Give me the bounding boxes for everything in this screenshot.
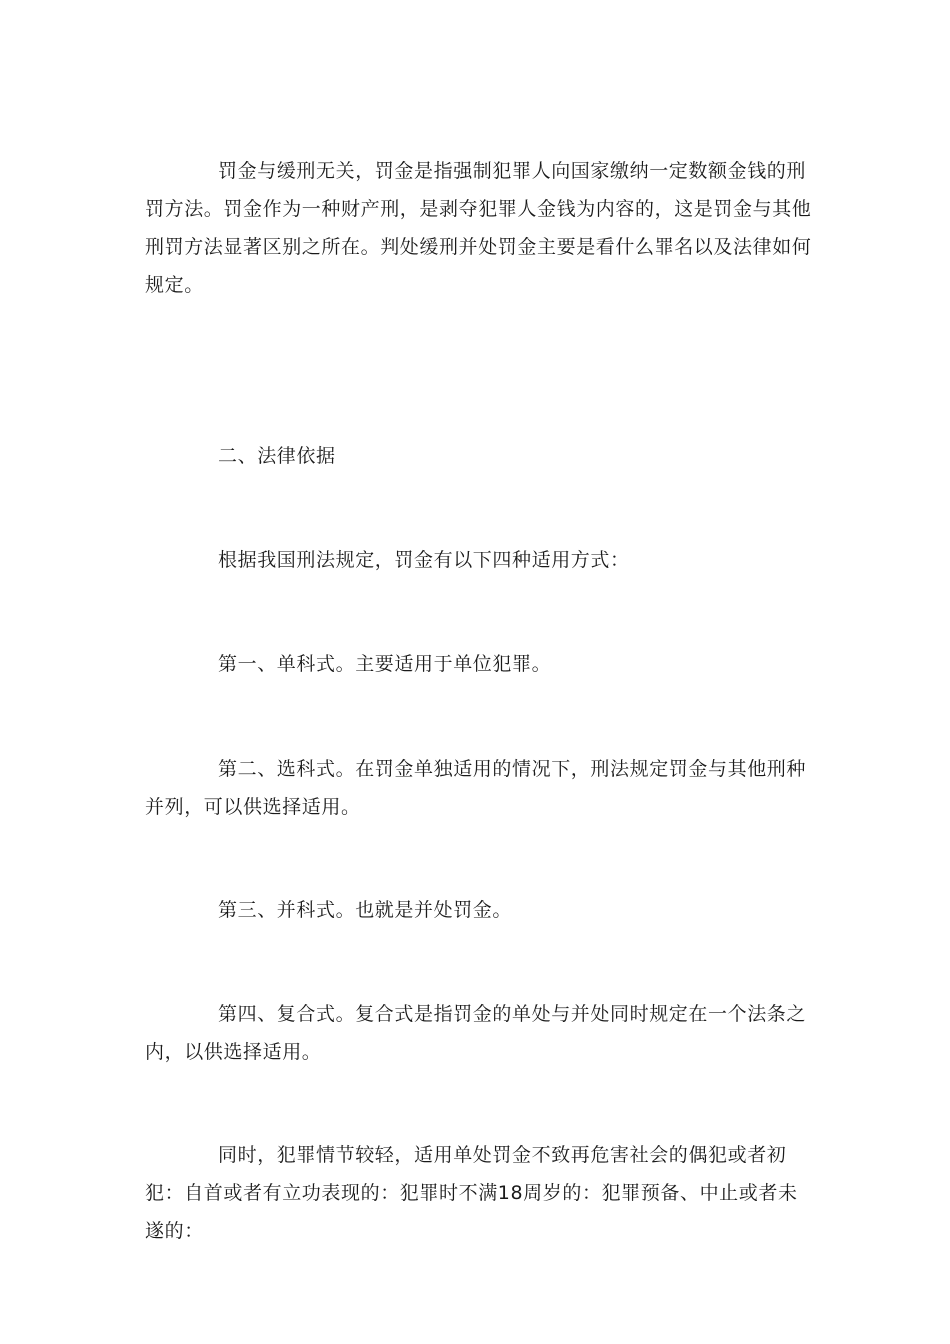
paragraph-method-three: 第三、并科式。也就是并处罚金。 bbox=[218, 899, 513, 921]
paragraph-method-two: 第二、选科式。在罚金单独适用的情况下，刑法规定罚金与其他刑种并列，可以供选择适用。 bbox=[145, 758, 807, 818]
paragraph-fine-vs-probation: 罚金与缓刑无关，罚金是指强制犯罪人向国家缴纳一定数额金钱的刑罚方法。罚金作为一种财产刑，是剥夺犯罪人金钱为内容的，这是罚金与其他刑罚方法显著区别之所在。判处缓刑并处罚金主要是看什么罪名以及法律如何规定。 bbox=[145, 160, 812, 296]
paragraph-method-one: 第一、单科式。主要适用于单位犯罪。 bbox=[218, 653, 552, 675]
section-heading-legal-basis: 二、法律依据 bbox=[218, 445, 336, 467]
paragraph-four-methods-intro: 根据我国刑法规定，罚金有以下四种适用方式： bbox=[218, 549, 630, 571]
paragraph-applicable-conditions: 同时，犯罪情节较轻，适用单处罚金不致再危害社会的偶犯或者初犯：自首或者有立功表现的：犯罪时不满18周岁的：犯罪预备、中止或者未遂的： bbox=[145, 1144, 798, 1242]
paragraph-method-four: 第四、复合式。复合式是指罚金的单处与并处同时规定在一个法条之内，以供选择适用。 bbox=[145, 1003, 807, 1063]
